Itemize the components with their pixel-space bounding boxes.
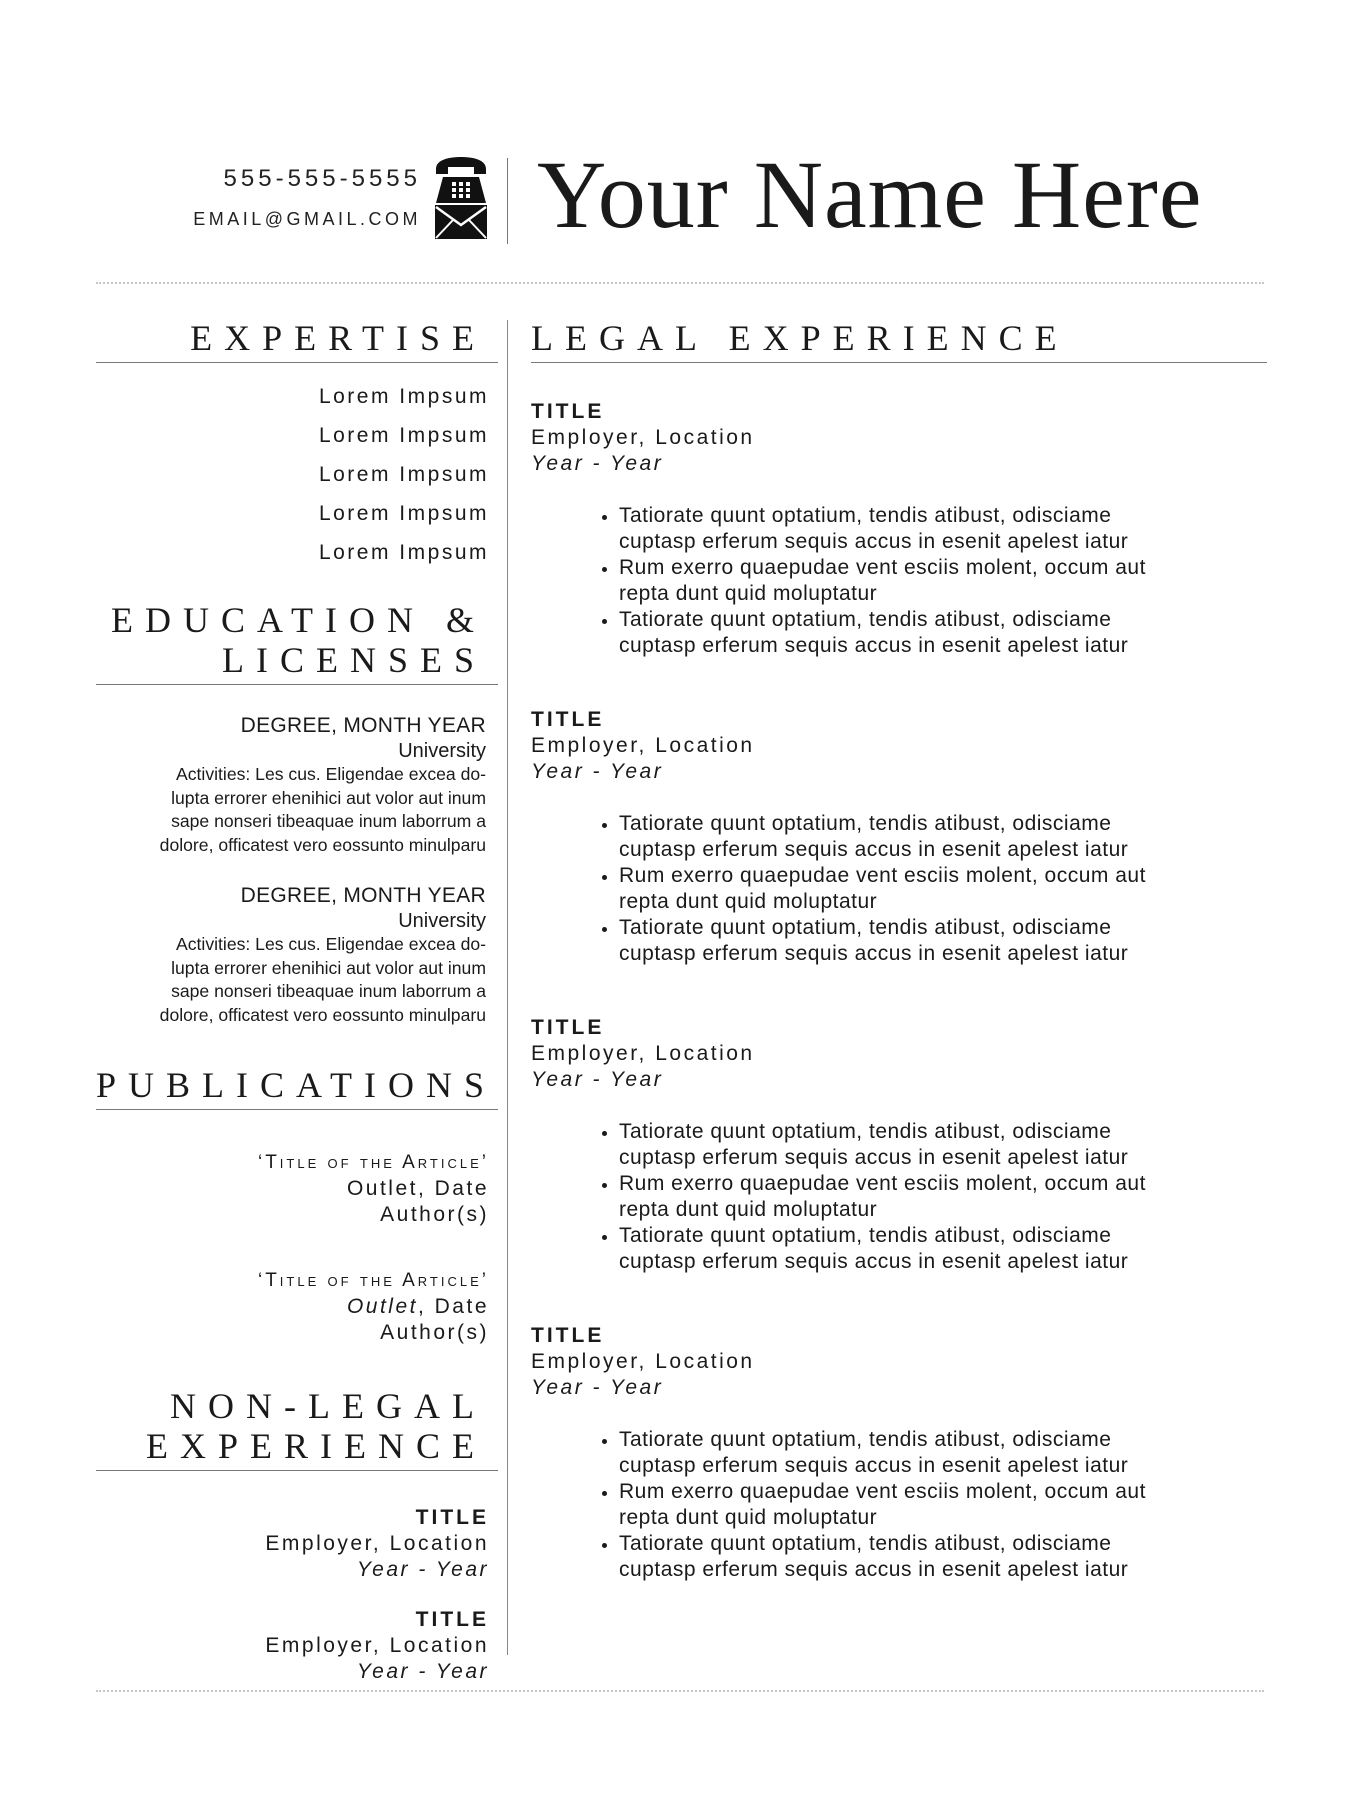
bullet-item: • Tatiorate quunt optatium, tendis atibust, odisciame cuptasp erferum sequis accus in esenit apelest iatur	[619, 811, 1267, 863]
nonlegal-entry	[96, 1505, 489, 1583]
article-title: ‘Title of the Article’	[257, 1270, 489, 1291]
bullet-item: • Rum exerro quaepudae vent esciis molent, occum aut repta dunt quid moluptatur	[619, 555, 1267, 607]
expertise-item: Lorem Impsum	[318, 502, 489, 525]
legal-job	[531, 399, 1267, 659]
bullet-item: • Tatiorate quunt optatium, tendis atibust, odisciame cuptasp erferum sequis accus in esenit apelest iatur	[619, 915, 1267, 967]
activities-line: Activities: Les cus. Eligendae excea do-	[175, 764, 486, 784]
email-address: EMAIL@GMAIL.COM	[193, 209, 421, 229]
bullet-item: • Tatiorate quunt optatium, tendis atibust, odisciame cuptasp erferum sequis accus in esenit apelest iatur	[619, 1119, 1267, 1171]
education-entry	[96, 883, 486, 1027]
expertise-section	[96, 318, 489, 572]
bullet-item: • Tatiorate quunt optatium, tendis atibust, odisciame cuptasp erferum sequis accus in esenit apelest iatur	[619, 1531, 1267, 1583]
article-title: ‘Title of the Article’	[257, 1152, 489, 1173]
legal-job	[531, 1323, 1267, 1583]
expertise-item: Lorem Impsum	[318, 424, 489, 447]
nonlegal-section	[96, 1386, 489, 1685]
job-bullets	[531, 1119, 1267, 1275]
nonlegal-heading	[96, 1386, 498, 1471]
job-title: TITLE	[531, 400, 605, 423]
nonlegal-entry	[96, 1607, 489, 1685]
job-bullets	[531, 1427, 1267, 1583]
years: Year - Year	[356, 1558, 489, 1581]
university: University	[398, 910, 486, 932]
job-bullets	[531, 811, 1267, 967]
degree: DEGREE, MONTH YEAR	[240, 714, 486, 737]
years: Year - Year	[531, 760, 664, 783]
job-title: TITLE	[415, 1608, 489, 1631]
expertise-item: Lorem Impsum	[318, 463, 489, 486]
employer-location: Employer, Location	[265, 1532, 489, 1555]
bullet-item: • Rum exerro quaepudae vent esciis molent, occum aut repta dunt quid moluptatur	[619, 1479, 1267, 1531]
years: Year - Year	[531, 1376, 664, 1399]
contact-block	[193, 165, 421, 230]
bullet-item: • Rum exerro quaepudae vent esciis molent, occum aut repta dunt quid moluptatur	[619, 1171, 1267, 1223]
employer-location: Employer, Location	[531, 1042, 755, 1065]
nonlegal-heading-line2: EXPERIENCE	[146, 1426, 486, 1466]
activities-line: dolore, officatest vero eossunto minulparu	[159, 1004, 486, 1025]
right-column	[531, 318, 1267, 1583]
bullet-item: • Tatiorate quunt optatium, tendis atibust, odisciame cuptasp erferum sequis accus in esenit apelest iatur	[619, 1427, 1267, 1479]
education-heading-line2: LICENSES	[221, 640, 486, 680]
publications-heading: PUBLICATIONS	[96, 1065, 498, 1110]
university: University	[398, 740, 486, 762]
activities	[96, 933, 486, 1027]
job-title: TITLE	[531, 1324, 605, 1347]
authors: Author(s)	[380, 1321, 489, 1344]
job-title: TITLE	[415, 1506, 489, 1529]
publications-section	[96, 1065, 497, 1346]
telephone-icon	[433, 155, 489, 205]
outlet-date: Outlet, Date	[346, 1177, 489, 1200]
column-divider	[507, 320, 508, 1655]
education-entry	[96, 713, 486, 857]
nonlegal-heading-line1: NON-LEGAL	[170, 1386, 486, 1426]
expertise-heading: EXPERTISE	[96, 318, 498, 363]
envelope-icon	[433, 203, 489, 241]
years: Year - Year	[531, 452, 664, 475]
activities-line: lupta errorer ehenihici aut volor aut inum	[171, 787, 486, 808]
activities-line: sape nonseri tibeaquae inum laborrum a	[171, 981, 486, 1001]
outlet-name: Outlet	[346, 1295, 418, 1318]
top-dotted-divider	[96, 282, 1264, 284]
degree: DEGREE, MONTH YEAR	[240, 884, 486, 907]
activities-line: lupta errorer ehenihici aut volor aut inum	[171, 957, 486, 978]
publication-entry	[96, 1268, 489, 1346]
expertise-item: Lorem Impsum	[318, 541, 489, 564]
expertise-item: Lorem Impsum	[318, 385, 489, 408]
candidate-name: Your Name Here	[537, 141, 1203, 248]
employer-location: Employer, Location	[265, 1634, 489, 1657]
bullet-item: • Rum exerro quaepudae vent esciis molent, occum aut repta dunt quid moluptatur	[619, 863, 1267, 915]
legal-job	[531, 707, 1267, 967]
years: Year - Year	[531, 1068, 664, 1091]
left-column	[96, 318, 497, 1685]
bullet-item: • Tatiorate quunt optatium, tendis atibust, odisciame cuptasp erferum sequis accus in esenit apelest iatur	[619, 1223, 1267, 1275]
outlet-date-rest: , Date	[417, 1295, 489, 1318]
activities-line: sape nonseri tibeaquae inum laborrum a	[171, 811, 486, 831]
job-title: TITLE	[531, 708, 605, 731]
bullet-item: • Tatiorate quunt optatium, tendis atibust, odisciame cuptasp erferum sequis accus in esenit apelest iatur	[619, 607, 1267, 659]
outlet-date	[96, 1294, 489, 1320]
legal-job	[531, 1015, 1267, 1275]
education-section	[96, 600, 486, 1027]
header-divider	[507, 158, 508, 244]
employer-location: Employer, Location	[531, 1350, 755, 1373]
activities	[96, 763, 486, 857]
activities-line: Activities: Les cus. Eligendae excea do-	[175, 934, 486, 954]
phone-number: 555-555-5555	[223, 165, 421, 192]
employer-location: Employer, Location	[531, 426, 755, 449]
activities-line: dolore, officatest vero eossunto minulparu	[159, 834, 486, 855]
expertise-list	[96, 377, 489, 572]
publication-entry	[96, 1150, 489, 1228]
employer-location: Employer, Location	[531, 734, 755, 757]
education-heading	[96, 600, 498, 685]
years: Year - Year	[356, 1660, 489, 1683]
bottom-dotted-divider	[96, 1690, 1264, 1692]
job-bullets	[531, 503, 1267, 659]
authors: Author(s)	[380, 1203, 489, 1226]
legal-experience-heading: LEGAL EXPERIENCE	[531, 318, 1267, 363]
education-heading-line1: EDUCATION &	[111, 600, 486, 640]
job-title: TITLE	[531, 1016, 605, 1039]
bullet-item: • Tatiorate quunt optatium, tendis atibust, odisciame cuptasp erferum sequis accus in esenit apelest iatur	[619, 503, 1267, 555]
